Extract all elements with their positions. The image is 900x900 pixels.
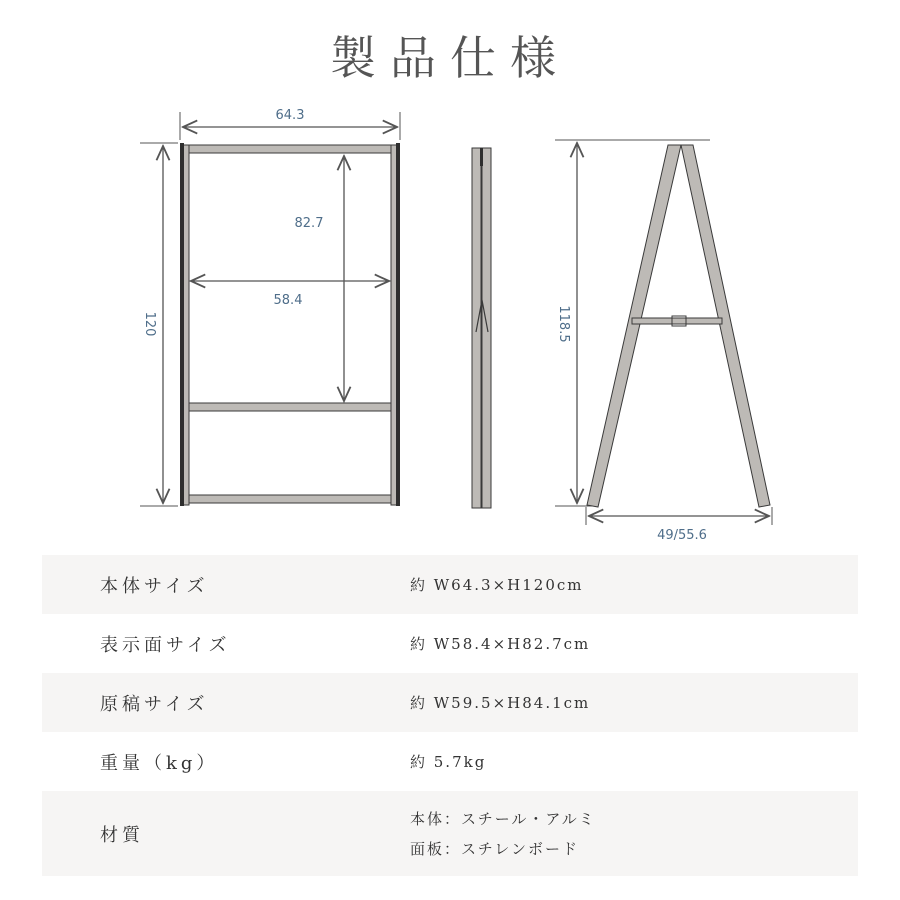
front-width-label: 64.3 xyxy=(275,108,305,123)
spec-label: 表示面サイズ xyxy=(100,634,231,656)
spec-label: 本体サイズ xyxy=(100,575,209,597)
front-height-label: 120 xyxy=(142,311,157,337)
display-height-label: 82.7 xyxy=(294,216,324,231)
spec-row-material xyxy=(42,791,858,876)
display-width-label: 58.4 xyxy=(273,293,303,308)
material-line: 本体：スチール・アルミ xyxy=(410,809,596,828)
spec-value: 約 5.7kg xyxy=(410,753,487,771)
spec-label: 重量（kg） xyxy=(100,752,219,774)
spec-row-display-size xyxy=(42,614,858,673)
open-width-label: 49/55.6 xyxy=(657,528,707,543)
material-line: 面板：スチレンボード xyxy=(410,839,580,858)
front-view xyxy=(140,108,400,506)
spec-row-body-size xyxy=(42,555,858,614)
spec-value: 約 W58.4×H82.7cm xyxy=(410,635,591,653)
spec-value: 約 W59.5×H84.1cm xyxy=(410,694,591,712)
side-folded-view xyxy=(472,148,491,508)
side-height-label: 118.5 xyxy=(556,305,571,343)
spec-label: 原稿サイズ xyxy=(100,693,209,715)
side-open-view xyxy=(555,140,772,543)
spec-row-manuscript-size xyxy=(42,673,858,732)
spec-row-weight xyxy=(42,732,858,791)
spec-table xyxy=(42,555,858,876)
spec-label: 材質 xyxy=(100,824,144,846)
spec-value: 約 W64.3×H120cm xyxy=(410,576,584,594)
page-title: 製品仕様 xyxy=(330,31,570,85)
front-frame xyxy=(180,143,400,506)
spec-value xyxy=(352,804,858,864)
